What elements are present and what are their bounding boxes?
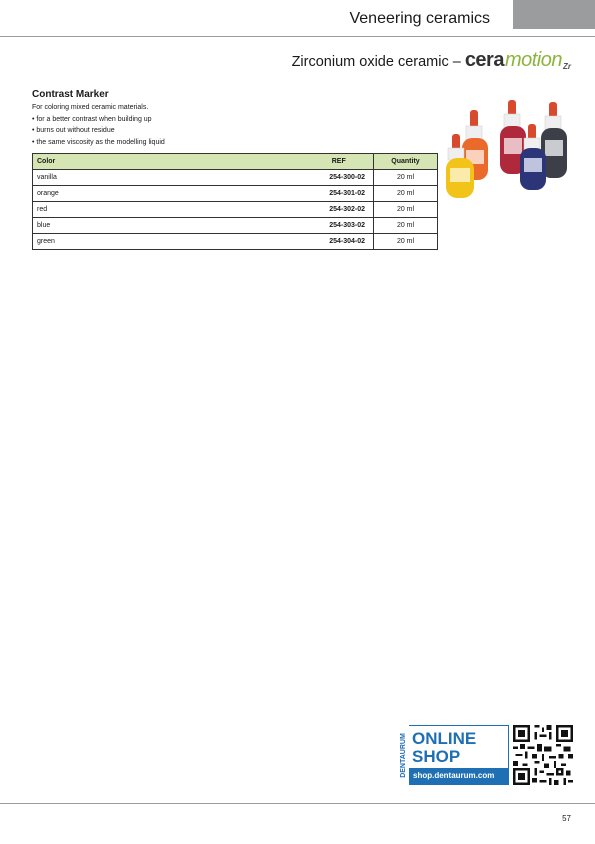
- description-line: For coloring mixed ceramic materials.: [32, 104, 149, 111]
- page-number: 57: [562, 814, 571, 823]
- header-divider: [0, 36, 595, 37]
- online-shop-banner[interactable]: [397, 725, 573, 785]
- cell-ref: 254-301-02: [309, 186, 374, 202]
- product-line-heading: [292, 49, 571, 79]
- table-row: [33, 170, 438, 186]
- table-row: [33, 218, 438, 234]
- cell-quantity: 20 ml: [374, 218, 438, 234]
- table-row: [33, 186, 438, 202]
- cell-quantity: 20 ml: [374, 170, 438, 186]
- footer-divider: [0, 803, 595, 804]
- description-line: • the same viscosity as the modelling liquid: [32, 138, 165, 146]
- cell-ref: 254-304-02: [309, 234, 374, 250]
- brand-logo-motion: motion: [504, 49, 562, 71]
- cell-color: orange: [33, 186, 309, 202]
- product-bottles-image: [446, 96, 578, 201]
- cell-color: blue: [33, 218, 309, 234]
- online-shop-panel: [409, 725, 509, 785]
- product-table: [32, 153, 438, 250]
- dentaurum-vertical-logo: [397, 725, 409, 785]
- product-description: [32, 102, 252, 148]
- qr-code-icon[interactable]: [513, 725, 573, 785]
- header-grey-tab: [513, 0, 595, 29]
- cell-color: vanilla: [33, 170, 309, 186]
- table-header-row: [33, 154, 438, 170]
- description-line: • burns out without residue: [32, 127, 115, 134]
- cell-color: red: [33, 202, 309, 218]
- column-header-ref: REF: [309, 154, 374, 170]
- product-title: Contrast Marker: [32, 89, 109, 100]
- brand-logo-cera: cera: [464, 49, 504, 71]
- cell-color: green: [33, 234, 309, 250]
- description-line: • for a better contrast when building up: [32, 115, 152, 123]
- dentaurum-brand-text: DENTAURUM: [399, 732, 407, 778]
- product-line-subtitle: Zirconium oxide ceramic –: [291, 54, 461, 70]
- cell-ref: 254-300-02: [309, 170, 374, 186]
- table-row: [33, 202, 438, 218]
- cell-quantity: 20 ml: [374, 202, 438, 218]
- column-header-color: Color: [33, 154, 309, 170]
- page-section-title: Veneering ceramics: [349, 10, 490, 27]
- online-shop-title-line2: SHOP: [412, 747, 461, 766]
- online-shop-title-line1: ONLINE: [412, 729, 477, 748]
- cell-ref: 254-303-02: [309, 218, 374, 234]
- table-row: [33, 234, 438, 250]
- cell-ref: 254-302-02: [309, 202, 374, 218]
- brand-logo-zr: Zr: [563, 62, 571, 71]
- column-header-quantity: Quantity: [374, 154, 438, 170]
- online-shop-url[interactable]: shop.dentaurum.com: [409, 768, 508, 784]
- cell-quantity: 20 ml: [374, 186, 438, 202]
- ceramotion-logo: [465, 49, 571, 72]
- cell-quantity: 20 ml: [374, 234, 438, 250]
